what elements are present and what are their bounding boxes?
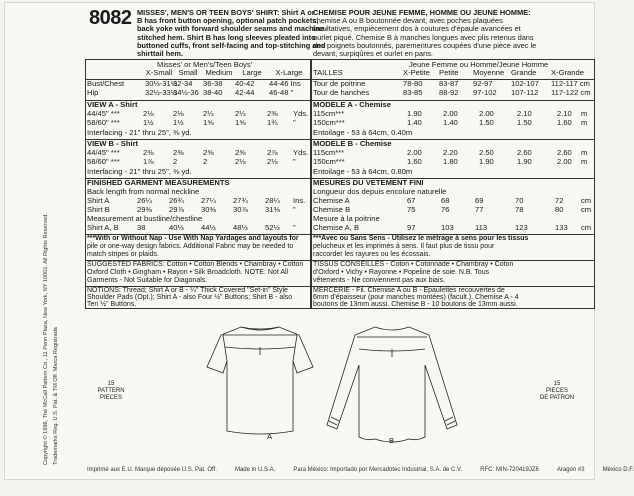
modele-b-metrage: 115cm*** 2.00 2.20 2.50 2.60 2.60 m 150cm*** 1.60 1.80 1.90 1.90 2.00 m [313,148,588,166]
sens-note: ***Avec ou Sans Sens - Utilisez le métrage à sens pour les tissus pelucheux et les imprimés à sens. Il faut plus de tissu pour raccorder les rayures ou les écossais. [313,235,529,258]
view-b-title: VIEW B - Shirt [87,139,139,148]
pattern-number: 8082 [89,7,132,29]
size-header-title-fr: Jeune Femme ou Homme/Jeune Homme [409,60,549,69]
view-b-yardage: 44/45" *** 2⅜ 2⅜ 2⅝ 2⅝ 2⅞ Yds. 58/60" *** 1⅞ 2 2 2⅛ 2⅛ " [87,148,309,166]
view-a-label: A [267,432,273,441]
bust-note: Measurement at bustline/chestline [87,214,203,223]
finished-bust: Shirt A, B 38 40½ 44½ 48½ 52½ " [87,223,296,232]
mesures-longueur: Chemise A 67 68 69 70 72 cm Chemise B 75 76 77 78 80 cm [313,196,592,214]
description-fr: CHEMISE POUR JEUNE FEMME, HOMME OU JEUNE HOMME: chemise A ou B boutonnée devant, avec poches plaquées facultatives, empiècement dos à coutures d'épaule avancées et ourlet piqué. Chemise B à manches longues avec plis retenus dans des poignets boutonnés, parementures coupées d'une pièce avec le devant, surpiqûres et ourlet en pans. [313,8,537,59]
mesures-title: MESURES DU VETEMENT FINI [313,178,424,187]
suggested-fabrics: SUGGESTED FABRICS: Cotton • Cotton Blends • Chambray • Cotton Oxford Cloth • Gingham • Rayon • Silk Broadcloth. NOTE: Not All Garments - Not Suitable for Diagonals. [87,261,304,284]
trademark-line: Trademarks Reg. U.S. Pat. & TM Off. Marca Registrada [53,327,59,465]
copyright-line: Copyright © 1996, The McCall Pattern Co., 11 Penn Plaza, New York, NY 10001. All Rights Reserved. [43,213,49,465]
modele-a-entoilage: Entoilage - 53 à 64cm, 0.40m [313,128,413,137]
pieces-de-patron-count: 15 PIECES DE PATRON [539,381,575,401]
notions: NOTIONS: Thread; Shirt A or B - ¼" Thick Covered "Set-in" Style Shoulder Pads (Opt.); Shirt A - also Four ½" Buttons; Shirt B - also Ten ½" Buttons. [87,287,293,308]
finished-title: FINISHED GARMENT MEASUREMENTS [87,178,230,187]
measurement-rows-fr: Tour de poitrine 78-80 83-87 92-97 102-107 112-117 cm Tour de hanches 83-85 88-92 97-102 107-112 117-122 cm [313,79,591,97]
view-a-title: VIEW A - Shirt [87,100,138,109]
modele-a-title: MODELE A - Chemise [313,100,391,109]
view-b-interfacing: Interfacing - 21" thru 25", ⅜ yd. [87,167,192,176]
pattern-envelope-back [4,2,634,480]
view-a-yardage: 44/45" *** 2⅛ 2⅛ 2¼ 2¼ 2⅜ Yds. 58/60" *** 1½ 1½ 1⅝ 1⅝ 1¾ " [87,109,309,127]
modele-b-title: MODELE B - Chemise [313,139,392,148]
modele-a-metrage: 115cm*** 1.90 2.00 2.00 2.10 2.10 m 150cm*** 1.40 1.40 1.50 1.50 1.60 m [313,109,588,127]
measurement-rows: Bust/Chest 30½-31½ 32-34 36-38 40-42 44-46 Ins Hip 32½-33½ 34½-36 38-40 42-44 46-48 " [87,79,301,97]
mercerie: MERCERIE - Fil. Chemise A ou B - Epaulettes recouvertes de 6mm d'épaisseur (pour manches montées) (facult.). Chemise A - 4 boutons de 13mm aussi. Chemise B - 10 boutons de 13mm aussi. [313,287,519,308]
pattern-pieces-count: 15 PATTERN PIECES [97,381,125,401]
mesures-subtitle: Longueur dos depuis encolure naturelle [313,187,447,196]
mesures-poitrine: Chemise A, B 97 103 113 123 133 cm [313,223,592,232]
shirt-b-back-view [317,321,467,451]
nap-note: ***With or Without Nap - Use With Nap Yardages and layouts for pile or one-way design fabrics. Additional Fabric may be needed to match stripes or plaids. [87,235,299,258]
size-header-title: Misses' or Men's/Teen Boys' [157,60,253,69]
modele-b-entoilage: Entoilage - 53 à 64cm, 0.80m [313,167,413,176]
shirt-a-back-view [201,321,319,447]
size-table: X-Small Small Medium Large X-Large [145,68,303,77]
poitrine-note: Mesure à la poitrine [313,214,380,223]
footer: Imprimé aux E.U. Marque déposée U.S. Pat. Off. Made in U.S.A. Para México: Importado por Mercadotec Industrial, S.A. de C.V. RFC: MIN-720419JZ6 Aragón #3 México D.F. [87,467,634,473]
size-table-fr: TAILLES X-Petite Petite Moyenne Grande X-Grande [313,68,584,77]
finished-subtitle: Back length from normal neckline [87,187,200,196]
finished-lengths: Shirt A 26¼ 26¾ 27¼ 27¾ 28¼ Ins. Shirt B 29⅜ 29⅞ 30⅜ 30⅞ 31⅜ " [87,196,306,214]
copyright-sidebar [25,153,69,465]
description: MISSES', MEN'S OR TEEN BOYS' SHIRT: Shirt A or B has front button opening, optional patch pockets, back yoke with forward shoulder seams and machine- stitched hem. Shirt B has long sleeves pleated into buttoned cuffs, front self-facing and top-stitching and shirttail hem. [137,8,327,59]
tissus-conseilles: TISSUS CONSEILLES - Coton • Cotonnade • Chambray • Coton d'Oxford • Vichy • Rayonne • Popeline de soie. N.B. Tous vêtements - Ne conviennent pas aux biais. [313,261,514,284]
view-a-interfacing: Interfacing - 21" thru 25", ⅜ yd. [87,128,192,137]
view-b-label: B [389,436,395,445]
